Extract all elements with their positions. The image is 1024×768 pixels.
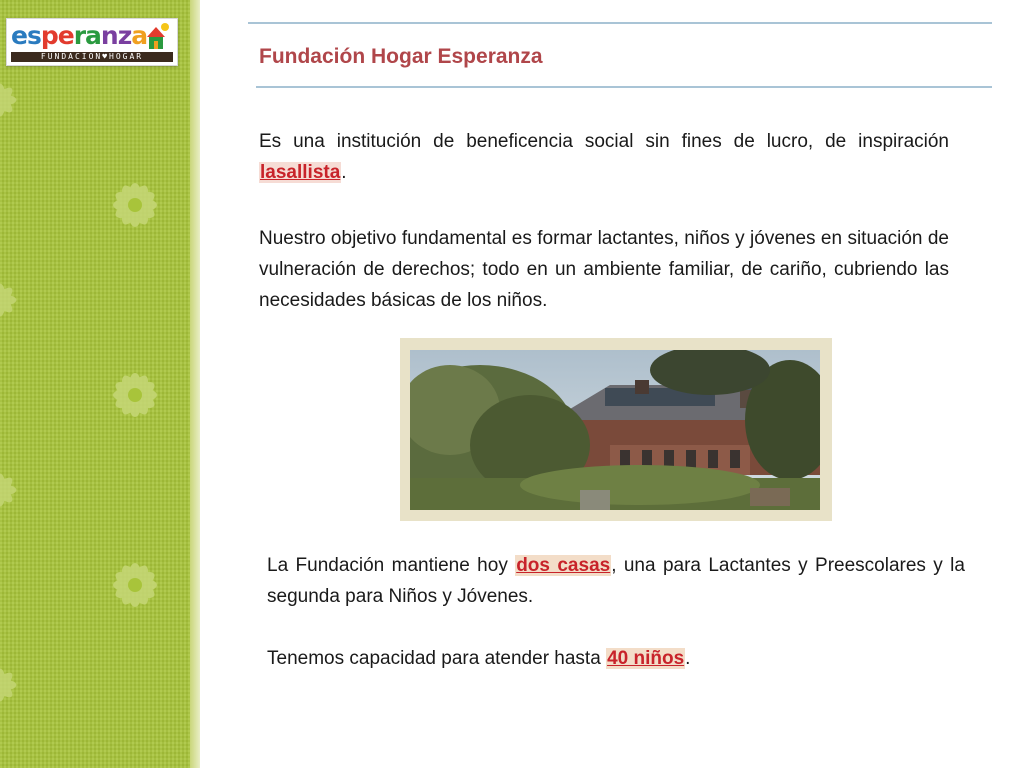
paragraph-capacity bbox=[267, 643, 965, 674]
houses-text-end: , una para Lactantes y Preescolares y la segunda para Niños y Jóvenes. bbox=[267, 555, 965, 607]
flower-pattern-icon bbox=[0, 655, 30, 715]
logo-word-part: pe bbox=[40, 21, 74, 50]
logo-word-part: ra bbox=[73, 21, 101, 50]
logo-word-part: a bbox=[131, 21, 148, 50]
title-top-divider-full bbox=[248, 22, 992, 24]
building-photo-illustration bbox=[410, 350, 820, 510]
intro-text: Es una institución de beneficencia social sin fines de lucro, de inspiración bbox=[259, 131, 949, 152]
capacity-text-start: Tenemos capacidad para atender hasta bbox=[267, 648, 607, 669]
flower-pattern-icon bbox=[0, 460, 30, 520]
page-title: Fundación Hogar Esperanza bbox=[259, 45, 543, 68]
logo-word-part: nz bbox=[100, 21, 132, 50]
flower-pattern-icon bbox=[95, 165, 175, 245]
esperanza-logo bbox=[6, 18, 178, 66]
paragraph-objective: Nuestro objetivo fundamental es formar lactantes, niños y jóvenes en situación de vulneración de derechos; todo en un ambiente familiar, de cariño, cubriendo las necesidades básicas de los niños. bbox=[259, 228, 949, 311]
logo-wordmark bbox=[11, 21, 147, 51]
capacity-text-end: . bbox=[685, 648, 691, 669]
photo-frame bbox=[400, 338, 832, 521]
paragraph-houses bbox=[267, 550, 965, 612]
flower-pattern-icon bbox=[0, 70, 30, 130]
houses-text-start: La Fundación mantiene hoy bbox=[267, 555, 516, 576]
logo-word-part: es bbox=[11, 21, 41, 50]
highlight-lasallista: lasallista bbox=[260, 162, 341, 183]
building-photo bbox=[410, 350, 820, 510]
decorative-side-strip bbox=[0, 0, 200, 768]
highlight-40-ninos: 40 niños bbox=[607, 648, 685, 669]
title-bottom-divider bbox=[256, 86, 992, 88]
intro-end: . bbox=[341, 162, 347, 183]
logo-subtitle: FUNDACION♥HOGAR bbox=[11, 52, 173, 62]
highlight-dos-casas: dos casas bbox=[516, 555, 611, 576]
flower-pattern-icon bbox=[95, 545, 175, 625]
paragraph-intro bbox=[259, 126, 949, 188]
flower-pattern-icon bbox=[0, 270, 30, 330]
strip-edge bbox=[190, 0, 200, 768]
house-sun-icon bbox=[145, 21, 171, 51]
flower-pattern-icon bbox=[95, 355, 175, 435]
